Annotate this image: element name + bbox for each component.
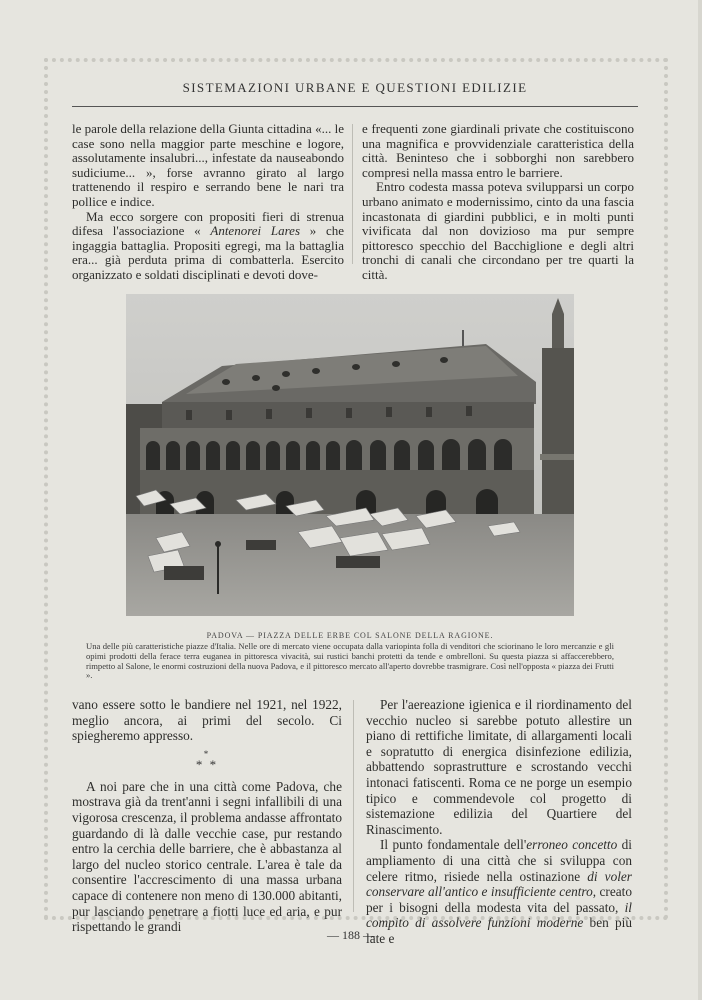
photo-caption-title: PADOVA — PIAZZA DELLE ERBE COL SALONE DELLA RAGIONE. [206,631,494,640]
paragraph: Ma ecco sorgere con propositi fieri di strenua difesa l'associazione « Antenorei Lares » che ingaggia battaglia. Propositi egregi, ma la battaglia era... già perduta prima di combatterla. Esercito organizzato e soldati disciplinati e devoti dove- [72,208,345,282]
section-break-asterism: * * * [195,748,219,772]
paragraph: e frequenti zone giardinali private che costituiscono una magnifica e provvidenziale caratteristica della città. Beninteso che i sobborghi non sarebbero compresi nella massa entro le barriere. [362,121,634,180]
bottom-left-column [72,697,342,935]
caption-paragraph: Una delle più caratteristiche piazze d'Italia. Nelle ore di mercato viene occupata dalla variopinta folla di venditori che sciorinano le loro mercanzie e gli opimi prodotti della ferace terra euganea in pittoresca vivacità, sui rustici banchi protetti da tende e ombrelloni. Su questa piazza si affaccerebbero, rimpetto al Salone, le enormi costruzioni della nuova Padova, e il pittoresco mercato all'aperto dovrebbe trasmigrare. Così nell'opposta « piazza dei Frutti ». [86,641,614,681]
page-number: — 188 — [327,928,375,942]
running-head: SISTEMAZIONI URBANE E QUESTIONI EDILIZIE [182,80,528,95]
column-divider [353,700,354,912]
page-edge [698,0,702,1000]
column-divider [352,124,353,264]
market-square-photo [126,294,574,616]
paragraph: vano essere sotto le bandiere nel 1921, nel 1922, meglio ancora, ai primi del secolo. Ci spiegheremo appresso. [72,697,342,744]
photo-caption-text [86,642,614,681]
paragraph: le parole della relazione della Giunta cittadina «... le case sono nella maggior parte meschine e logore, assolutamente insalubri..., infestate da nauseabondo sudiciume... », forse avranno girato al largo trattenendo il respiro e serrando bene le nari tra pollice e indice. [72,121,344,209]
photo-illustration [126,294,574,616]
bottom-right-column [366,697,632,947]
paragraph: A noi pare che in una città come Padova, che mostrava già da trent'anni i segni infallibili di una vigorosa crescenza, il problema andasse affrontato guardando di là dalle vecchie case, pur restando entro la cerchia delle barriere, che è abbastanza al largo del nucleo storico centrale. L'area è tale da consentire l'accrescimento di una massa urbana capace di contenere non meno di 130.000 abitanti, pur lasciando penetrare a fiotti luce ed aria, e pur rispettando le grandi [72,778,342,935]
paragraph: Entro codesta massa poteva svilupparsi un corpo urbano animato e modernissimo, cinto da una fascia incastonata di giardini pubblici, e in molti punti vivificata dal non dovizioso ma pur sempre pittoresco specchio del Bacchiglione e degli altri tronchi di canali che circondano per tre quarti la città. [362,179,634,282]
paragraph: Per l'aereazione igienica e il riordinamento del vecchio nucleo si sarebbe potuto allestire un piano di rettifiche limitate, di allargamenti locali e sopratutto di energica disinfezione edilizia, abbattendo soprastrutture e scrostando vecchi intonaci fatiscenti. Roma ce ne porge un esempio tipico e commendevole col progetto di sistemazione edilizia del Quartiere del Rinascimento. [366,697,632,837]
top-left-column [72,122,344,283]
header-rule [72,106,638,107]
top-right-column [362,122,634,283]
paragraph: Il punto fondamentale dell'erroneo concetto di ampliamento di una città che si sviluppa con celere ritmo, risiede nella ostinazione di voler conservare all'antico e insufficiente centro, creato per i bisogni della modesta vita del passato, il compito di assolvere funzioni moderne ben più late e [366,837,633,946]
